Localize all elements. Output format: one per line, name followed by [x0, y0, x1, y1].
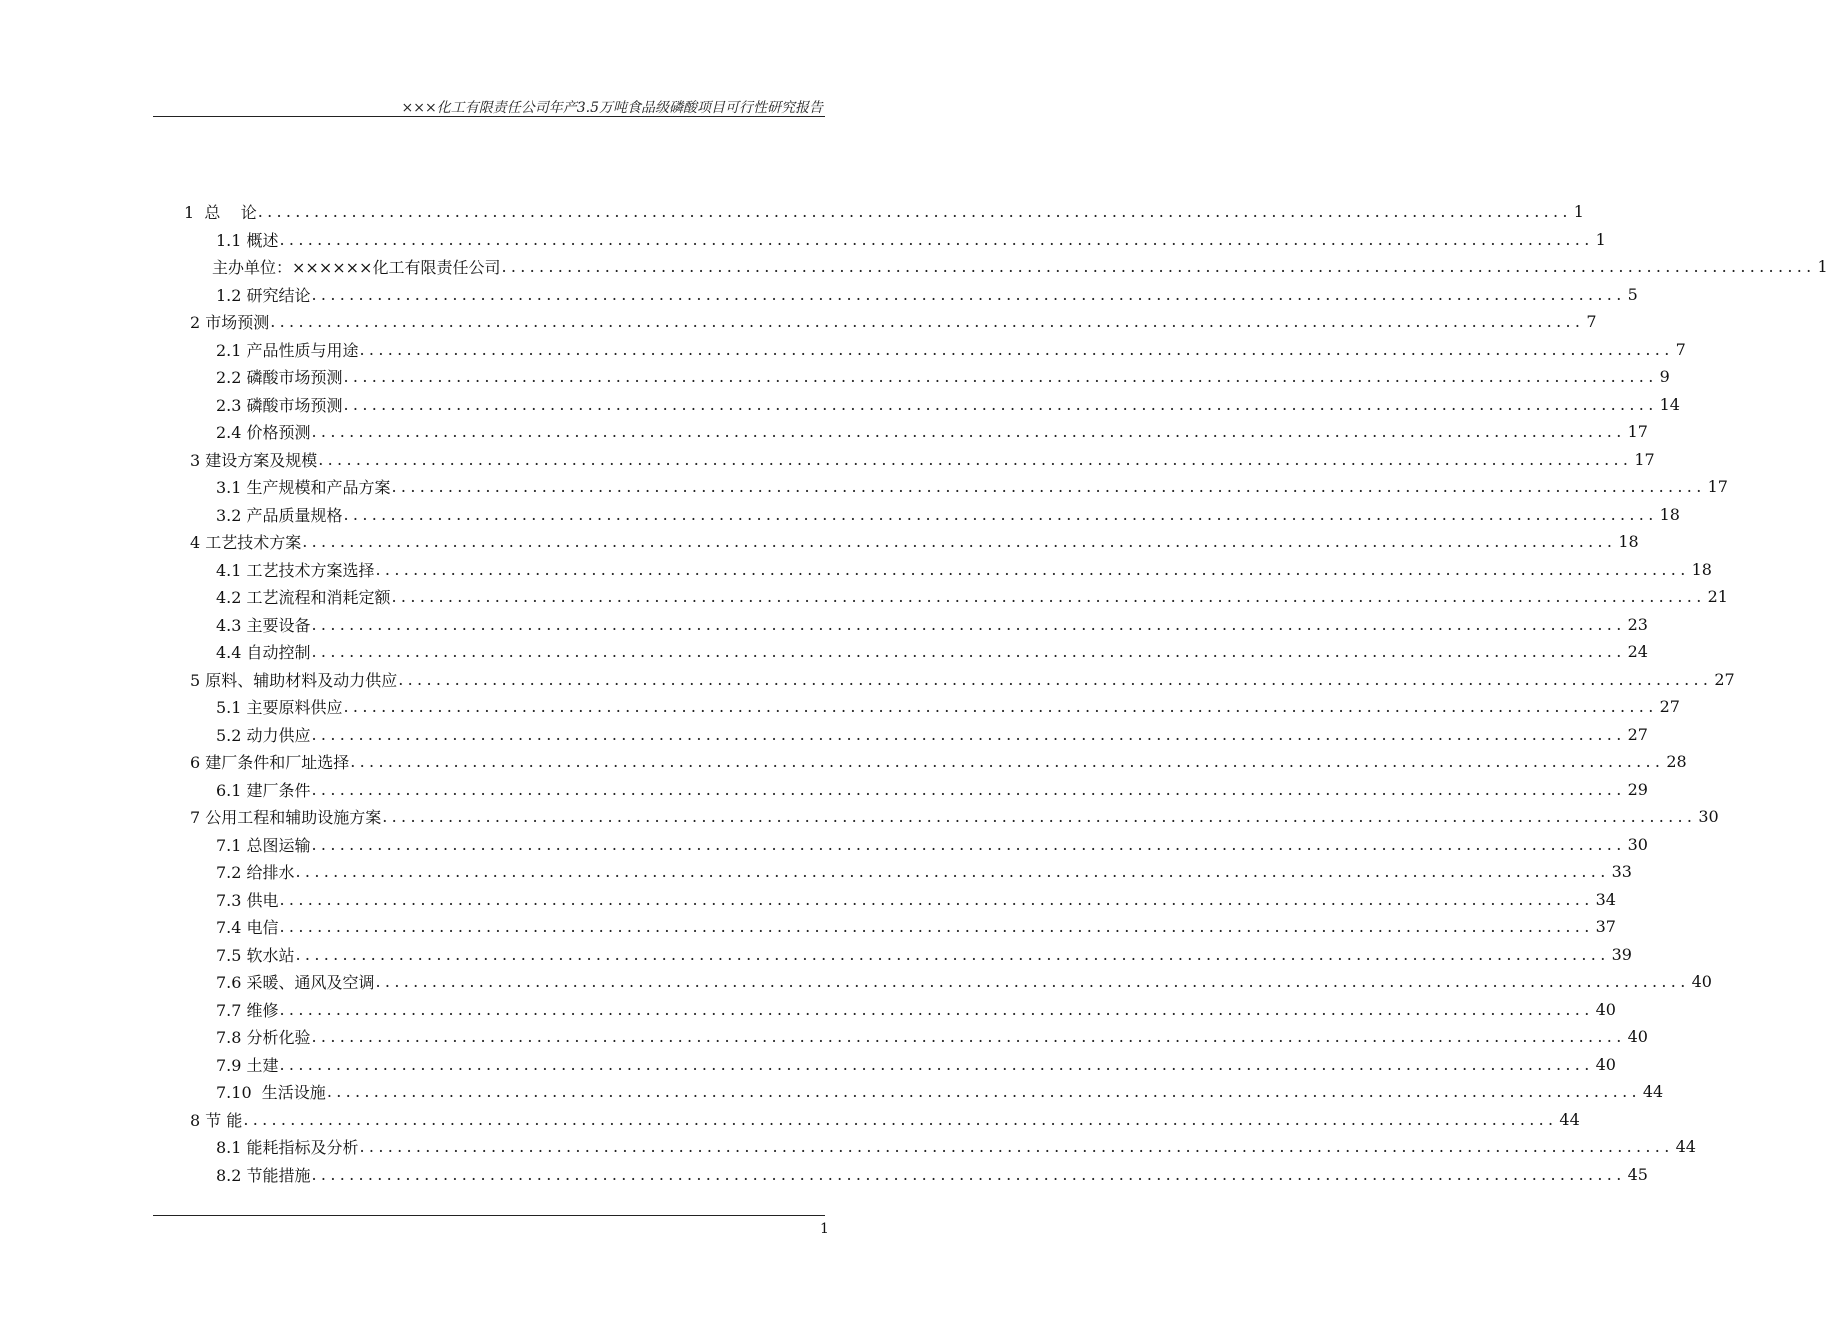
toc-dot-leader: ............................................................................................................................................: [302, 532, 1617, 552]
toc-entry-title: 7.6 采暖、通风及空调: [216, 973, 375, 993]
toc-entry-page: 1: [1595, 229, 1606, 249]
toc-entry-page: 17: [1707, 477, 1728, 497]
toc-entry-title: 2.3 磷酸市场预测: [216, 395, 343, 415]
toc-entry[interactable]: [184, 336, 1686, 364]
toc-entry[interactable]: [184, 446, 1655, 474]
toc-entry-title: 4 工艺技术方案: [190, 533, 302, 553]
toc-dot-leader: ............................................................................................................................................: [382, 807, 1697, 827]
toc-entry[interactable]: [184, 748, 1687, 776]
toc-entry-page: 30: [1627, 834, 1648, 854]
toc-entry-title: 主办单位：××××××化工有限责任公司: [212, 258, 501, 278]
toc-entry[interactable]: [184, 308, 1597, 336]
toc-entry-page: 17: [1634, 449, 1655, 469]
toc-dot-leader: ............................................................................................................................................: [343, 367, 1658, 387]
toc-entry[interactable]: [184, 363, 1670, 391]
header-rule: [153, 116, 825, 117]
toc-entry[interactable]: [184, 1133, 1696, 1161]
toc-entry-title: 8.2 节能措施: [216, 1165, 311, 1185]
toc-entry-title: 1 总 论: [184, 203, 257, 223]
toc-entry-page: 33: [1611, 862, 1632, 882]
toc-entry-title: 7.3 供电: [216, 890, 279, 910]
toc-entry-title: 7.4 电信: [216, 918, 279, 938]
toc-entry-page: 7: [1586, 312, 1597, 332]
toc-entry-title: 7.5 软水站: [216, 945, 295, 965]
toc-entry-page: 44: [1675, 1137, 1696, 1157]
toc-entry-page: 18: [1691, 559, 1712, 579]
toc-dot-leader: ............................................................................................................................................: [279, 229, 1594, 249]
toc-entry-page: 23: [1627, 614, 1648, 634]
toc-entry-page: 27: [1714, 669, 1735, 689]
toc-entry[interactable]: [184, 253, 1828, 281]
toc-entry-page: 1: [1573, 202, 1584, 222]
toc-dot-leader: ............................................................................................................................................: [343, 504, 1658, 524]
toc-entry[interactable]: [184, 1051, 1616, 1079]
toc-dot-leader: ............................................................................................................................................: [318, 449, 1633, 469]
toc-entry[interactable]: [184, 858, 1632, 886]
toc-entry[interactable]: [184, 666, 1735, 694]
toc-dot-leader: ............................................................................................................................................: [295, 862, 1610, 882]
toc-entry-page: 5: [1627, 284, 1638, 304]
toc-entry-title: 4.2 工艺流程和消耗定额: [216, 588, 391, 608]
toc-entry-title: 5.1 主要原料供应: [216, 698, 343, 718]
toc-entry-page: 40: [1691, 972, 1712, 992]
toc-entry-title: 5 原料、辅助材料及动力供应: [190, 670, 398, 690]
toc-entry[interactable]: [184, 556, 1712, 584]
toc-dot-leader: ............................................................................................................................................: [279, 1054, 1594, 1074]
toc-entry[interactable]: [184, 776, 1648, 804]
toc-dot-leader: ............................................................................................................................................: [375, 559, 1690, 579]
toc-dot-leader: ............................................................................................................................................: [398, 669, 1713, 689]
toc-dot-leader: ............................................................................................................................................: [270, 312, 1585, 332]
toc-entry[interactable]: [184, 941, 1632, 969]
toc-entry-page: 18: [1659, 504, 1680, 524]
toc-entry-page: 44: [1642, 1082, 1664, 1102]
toc-entry-page: 18: [1618, 532, 1639, 552]
toc-dot-leader: ............................................................................................................................................: [326, 1082, 1641, 1102]
toc-dot-leader: ............................................................................................................................................: [359, 1137, 1674, 1157]
footer-page-number: 1: [820, 1221, 829, 1237]
toc-dot-leader: ............................................................................................................................................: [343, 697, 1658, 717]
toc-entry[interactable]: [184, 583, 1728, 611]
toc-entry-page: 28: [1666, 752, 1687, 772]
toc-entry[interactable]: [184, 391, 1680, 419]
toc-entry-page: 9: [1659, 367, 1670, 387]
toc-entry-title: 3.1 生产规模和产品方案: [216, 478, 391, 498]
toc-entry-title: 4.3 主要设备: [216, 615, 311, 635]
toc-dot-leader: ............................................................................................................................................: [391, 587, 1706, 607]
toc-entry-title: 2.2 磷酸市场预测: [216, 368, 343, 388]
toc-entry[interactable]: [184, 528, 1639, 556]
toc-entry-title: 8 节 能: [190, 1110, 243, 1130]
toc-dot-leader: ............................................................................................................................................: [257, 202, 1572, 222]
toc-dot-leader: ............................................................................................................................................: [359, 339, 1674, 359]
toc-dot-leader: ............................................................................................................................................: [501, 257, 1816, 277]
toc-entry-page: 34: [1595, 889, 1616, 909]
toc-entry-page: 29: [1627, 779, 1648, 799]
toc-entry[interactable]: [184, 693, 1680, 721]
toc-entry-title: 7.7 维修: [216, 1000, 279, 1020]
toc-dot-leader: ............................................................................................................................................: [375, 972, 1690, 992]
toc-dot-leader: ............................................................................................................................................: [311, 422, 1626, 442]
toc-entry-title: 6.1 建厂条件: [216, 780, 311, 800]
toc-entry-title: 2.1 产品性质与用途: [216, 340, 359, 360]
toc-entry-page: 37: [1595, 917, 1616, 937]
toc-dot-leader: ............................................................................................................................................: [311, 284, 1626, 304]
toc-entry-title: 7 公用工程和辅助设施方案: [190, 808, 382, 828]
toc-entry[interactable]: [184, 968, 1712, 996]
toc-entry[interactable]: [184, 611, 1648, 639]
toc-entry-title: 5.2 动力供应: [216, 725, 311, 745]
toc-entry-title: 2.4 价格预测: [216, 423, 311, 443]
toc-entry-title: 8.1 能耗指标及分析: [216, 1138, 359, 1158]
toc-entry-page: 21: [1707, 587, 1728, 607]
toc-dot-leader: ............................................................................................................................................: [311, 642, 1626, 662]
running-header: ×××化工有限责任公司年产3.5万吨食品级磷酸项目可行性研究报告: [401, 100, 823, 116]
toc-entry-title: 1.1 概述: [216, 230, 279, 250]
toc-dot-leader: ............................................................................................................................................: [243, 1109, 1558, 1129]
toc-dot-leader: ............................................................................................................................................: [311, 779, 1626, 799]
toc-entry[interactable]: [184, 501, 1680, 529]
toc-entry-page: 40: [1595, 1054, 1616, 1074]
toc-entry-title: 7.2 给排水: [216, 863, 295, 883]
table-of-contents: [184, 198, 1828, 1188]
toc-entry-page: 24: [1627, 642, 1648, 662]
toc-entry-page: 7: [1675, 339, 1686, 359]
toc-entry-page: 27: [1659, 697, 1680, 717]
toc-entry[interactable]: [184, 831, 1648, 859]
toc-entry[interactable]: [184, 803, 1719, 831]
toc-entry-page: 40: [1627, 1027, 1648, 1047]
toc-entry-page: 44: [1559, 1109, 1580, 1129]
toc-entry-title: 7.8 分析化验: [216, 1028, 311, 1048]
toc-dot-leader: ............................................................................................................................................: [311, 614, 1626, 634]
toc-dot-leader: ............................................................................................................................................: [343, 394, 1658, 414]
toc-entry-title: 2 市场预测: [190, 313, 270, 333]
toc-entry-title: 4.4 自动控制: [216, 643, 311, 663]
toc-entry-page: 39: [1611, 944, 1632, 964]
toc-entry[interactable]: [184, 1078, 1664, 1106]
toc-entry-page: 30: [1698, 807, 1719, 827]
toc-entry-page: 45: [1627, 1164, 1648, 1184]
toc-entry-title: 3 建设方案及规模: [190, 450, 318, 470]
toc-entry-page: 14: [1659, 394, 1680, 414]
toc-entry[interactable]: [184, 226, 1606, 254]
toc-entry[interactable]: [184, 1106, 1580, 1134]
toc-entry-title: 3.2 产品质量规格: [216, 505, 343, 525]
toc-entry[interactable]: [184, 996, 1616, 1024]
toc-dot-leader: ............................................................................................................................................: [295, 944, 1610, 964]
toc-entry[interactable]: [184, 198, 1584, 226]
toc-dot-leader: ............................................................................................................................................: [311, 1027, 1626, 1047]
toc-entry[interactable]: [184, 281, 1638, 309]
toc-entry-title: 7.10 生活设施: [216, 1083, 326, 1103]
toc-entry-page: 17: [1627, 422, 1648, 442]
toc-entry[interactable]: [184, 638, 1648, 666]
toc-dot-leader: ............................................................................................................................................: [279, 999, 1594, 1019]
toc-entry[interactable]: [184, 721, 1648, 749]
toc-entry[interactable]: [184, 418, 1648, 446]
toc-entry-title: 4.1 工艺技术方案选择: [216, 560, 375, 580]
toc-entry-page: 27: [1627, 724, 1648, 744]
toc-entry[interactable]: [184, 913, 1616, 941]
toc-entry-title: 7.1 总图运输: [216, 835, 311, 855]
toc-entry[interactable]: [184, 886, 1616, 914]
toc-entry-title: 6 建厂条件和厂址选择: [190, 753, 350, 773]
toc-entry-title: 1.2 研究结论: [216, 285, 311, 305]
toc-entry[interactable]: [184, 1161, 1648, 1189]
toc-entry-page: 1: [1817, 257, 1828, 277]
footer-rule: [153, 1215, 825, 1216]
toc-dot-leader: ............................................................................................................................................: [311, 1164, 1626, 1184]
toc-entry[interactable]: [184, 473, 1728, 501]
toc-entry-title: 7.9 土建: [216, 1055, 279, 1075]
toc-entry[interactable]: [184, 1023, 1648, 1051]
toc-dot-leader: ............................................................................................................................................: [311, 834, 1626, 854]
toc-dot-leader: ............................................................................................................................................: [279, 917, 1594, 937]
toc-dot-leader: ............................................................................................................................................: [279, 889, 1594, 909]
toc-entry-page: 40: [1595, 999, 1616, 1019]
toc-dot-leader: ............................................................................................................................................: [311, 724, 1626, 744]
toc-dot-leader: ............................................................................................................................................: [350, 752, 1665, 772]
toc-dot-leader: ............................................................................................................................................: [391, 477, 1706, 497]
